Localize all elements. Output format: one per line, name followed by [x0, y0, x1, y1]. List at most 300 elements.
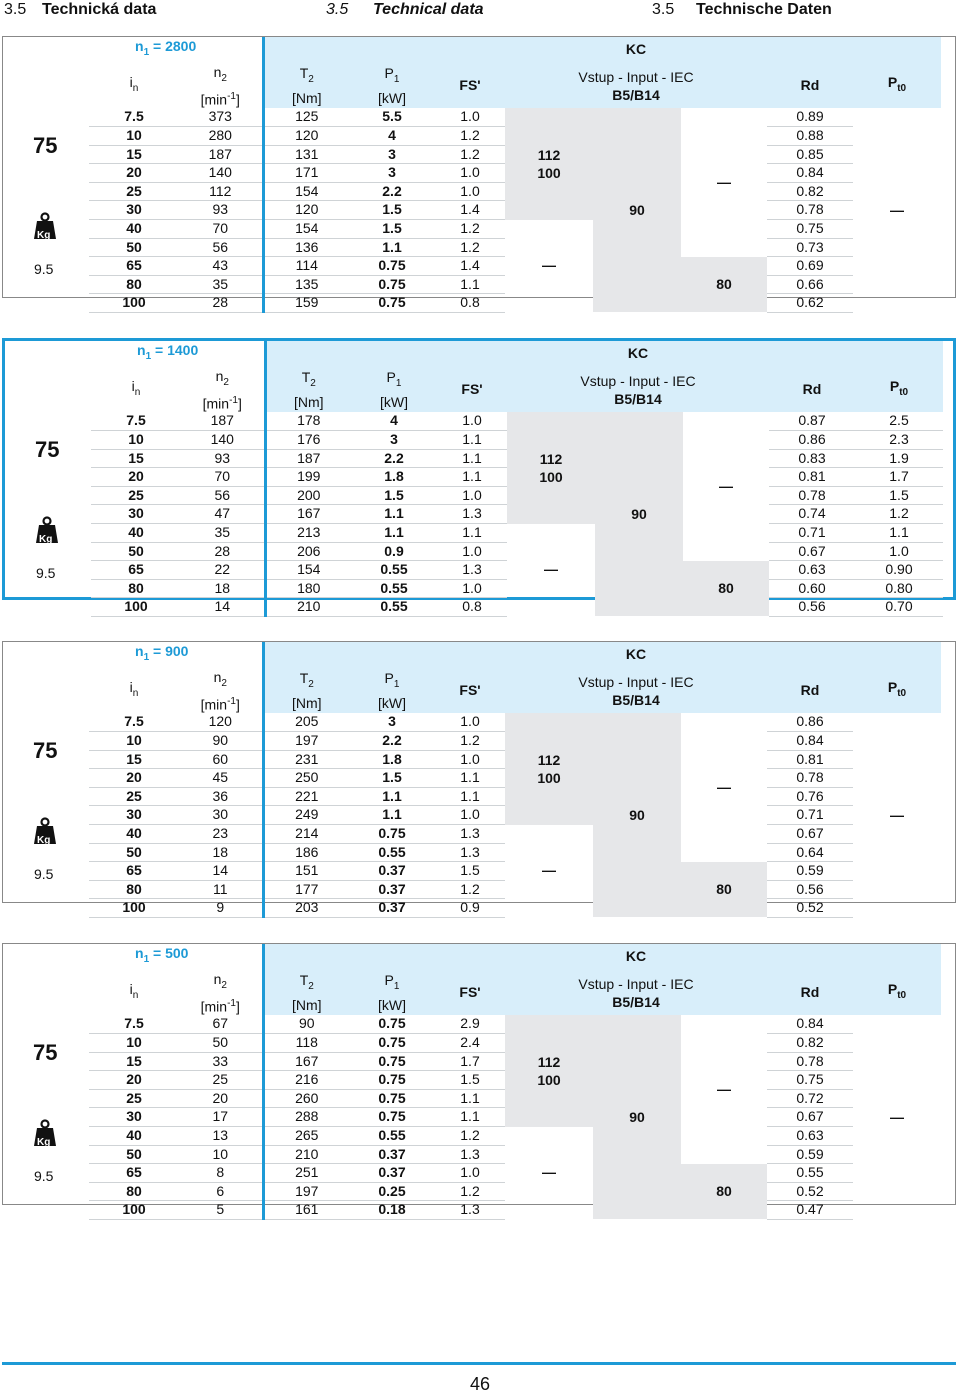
iec-90: 90: [593, 713, 681, 917]
cell-fs: 1.2: [435, 1182, 505, 1201]
cell-rd: 0.83: [769, 449, 855, 468]
cell-n2: 47: [181, 505, 265, 524]
header-num-de: 3.5: [652, 1, 675, 18]
cell-p1: 0.37: [349, 862, 435, 881]
cell-in: 100: [89, 294, 179, 313]
cell-fs: 1.3: [435, 1145, 505, 1164]
cell-rd: 0.85: [767, 145, 853, 164]
cell-p1: 2.2: [351, 449, 437, 468]
cell-in: 100: [89, 899, 179, 918]
cell-p1: 1.1: [349, 806, 435, 825]
col-fs: FS': [435, 63, 505, 108]
header-title-de: Technische Daten: [696, 1, 832, 18]
cell-p1: 0.75: [349, 825, 435, 844]
iec-col3-dash: —: [717, 778, 731, 795]
cell-t2: 249: [263, 806, 349, 825]
speed-section: [2, 36, 956, 311]
cell-rd: 0.86: [769, 431, 855, 450]
cell-in: 15: [89, 750, 179, 769]
speed-section: [2, 641, 956, 916]
col-t2: $T_2$ [Nm]: [263, 668, 349, 713]
cell-t2: 250: [263, 769, 349, 788]
kc-label: KC: [505, 642, 767, 668]
col-rd: Rd: [767, 970, 853, 1015]
cell-n2: 93: [179, 201, 263, 220]
cell-p1: 4: [351, 412, 437, 430]
cell-pt0: 1.5: [855, 486, 943, 505]
cell-p1: 4: [349, 127, 435, 146]
cell-t2: 186: [263, 843, 349, 862]
footer-rule: [2, 1362, 956, 1365]
cell-t2: 136: [263, 238, 349, 257]
cell-t2: 154: [263, 220, 349, 239]
cell-rd: 0.71: [767, 806, 853, 825]
iec-90: 90: [593, 1015, 681, 1219]
gear-weight: 9.5: [34, 261, 54, 277]
cell-n2: 25: [179, 1071, 263, 1090]
cell-n2: 140: [181, 431, 265, 450]
cell-pt0: 1.9: [855, 449, 943, 468]
cell-rd: 0.73: [767, 238, 853, 257]
cell-n2: 11: [179, 880, 263, 899]
iec-90: 90: [593, 108, 681, 312]
col-n2: $n_2$ $[\min^{-1}]$: [200, 971, 240, 1015]
cell-in: 30: [89, 201, 179, 220]
cell-rd: 0.64: [767, 843, 853, 862]
pt0-dash: —: [890, 1108, 904, 1125]
size-column: [5, 341, 91, 597]
cell-in: 25: [91, 486, 181, 505]
col-input: Vstup - Input - IEC B5/B14: [507, 367, 769, 412]
cell-in: 25: [89, 1089, 179, 1108]
col-in: $i_n$: [129, 981, 139, 1001]
cell-p1: 0.75: [349, 1052, 435, 1071]
cell-n2: 9: [179, 899, 263, 918]
cell-p1: 0.75: [349, 275, 435, 294]
cell-pt0: 1.0: [855, 542, 943, 561]
iec-80: 80: [681, 1164, 767, 1220]
cell-p1: 1.1: [349, 787, 435, 806]
cell-n2: 70: [179, 220, 263, 239]
cell-n2: 14: [181, 598, 265, 617]
cell-t2: 214: [263, 825, 349, 844]
cell-t2: 206: [265, 542, 351, 561]
iec-80: 80: [681, 862, 767, 918]
cell-fs: 1.1: [435, 1108, 505, 1127]
cell-pt0: 0.90: [855, 561, 943, 580]
cell-fs: 1.0: [435, 713, 505, 731]
data-table: [89, 944, 941, 1220]
cell-t2: 90: [263, 1015, 349, 1033]
cell-fs: 1.3: [437, 561, 507, 580]
col-t2: $T_2$ [Nm]: [263, 63, 349, 108]
cell-in: 40: [89, 825, 179, 844]
cell-n2: 17: [179, 1108, 263, 1127]
cell-n2: 67: [179, 1015, 263, 1033]
cell-fs: 1.2: [435, 127, 505, 146]
cell-fs: 1.2: [435, 220, 505, 239]
cell-p1: 0.55: [349, 1127, 435, 1146]
col-p1: $P_1$ [kW]: [349, 63, 435, 108]
cell-rd: 0.81: [769, 468, 855, 487]
col-t2: $T_2$ [Nm]: [263, 970, 349, 1015]
cell-rd: 0.52: [767, 1182, 853, 1201]
cell-rd: 0.84: [767, 732, 853, 751]
table-row: [89, 1127, 941, 1146]
cell-in: 40: [89, 1127, 179, 1146]
col-pt0: $P_{t0}$: [855, 367, 943, 412]
data-table: [91, 341, 943, 617]
cell-p1: 0.37: [349, 1145, 435, 1164]
cell-p1: 1.1: [349, 238, 435, 257]
cell-in: 65: [91, 561, 181, 580]
cell-n2: 20: [179, 1089, 263, 1108]
table-row: [89, 108, 941, 126]
cell-t2: 154: [265, 561, 351, 580]
table-row: [89, 220, 941, 239]
cell-t2: 114: [263, 257, 349, 276]
cell-rd: 0.84: [767, 1015, 853, 1033]
cell-pt0: 2.3: [855, 431, 943, 450]
n1-label: $n_1 = 2800$: [135, 38, 197, 59]
cell-t2: 177: [263, 880, 349, 899]
cell-in: 65: [89, 1164, 179, 1183]
cell-n2: 28: [179, 294, 263, 313]
header-title-cz: Technická data: [42, 1, 157, 18]
cell-p1: 0.75: [349, 1034, 435, 1053]
col-fs: FS': [435, 668, 505, 713]
cell-rd: 0.86: [767, 713, 853, 731]
gear-weight: 9.5: [34, 866, 54, 882]
cell-n2: 187: [179, 145, 263, 164]
data-table: [89, 642, 941, 918]
kc-label: KC: [505, 37, 767, 63]
cell-rd: 0.78: [769, 486, 855, 505]
size-column: [3, 642, 89, 902]
cell-t2: 251: [263, 1164, 349, 1183]
col-input: Vstup - Input - IEC B5/B14: [505, 970, 767, 1015]
cell-in: 30: [91, 505, 181, 524]
weight-icon-label: Kg: [37, 835, 51, 846]
cell-in: 25: [89, 787, 179, 806]
cell-rd: 0.66: [767, 275, 853, 294]
cell-n2: 28: [181, 542, 265, 561]
cell-n2: 70: [181, 468, 265, 487]
cell-p1: 1.5: [349, 769, 435, 788]
table-row: [89, 713, 941, 731]
page-header: [0, 0, 960, 24]
iec-80: 80: [683, 561, 769, 617]
col-pt0: $P_{t0}$: [853, 970, 941, 1015]
cell-in: 10: [89, 732, 179, 751]
cell-p1: 0.9: [351, 542, 437, 561]
iec-112-100: 112 100: [507, 412, 595, 523]
cell-p1: 0.75: [349, 1108, 435, 1127]
cell-p1: 3: [351, 431, 437, 450]
cell-in: 30: [89, 1108, 179, 1127]
cell-p1: 1.5: [351, 486, 437, 505]
iec-80: 80: [681, 257, 767, 313]
cell-fs: 0.9: [435, 899, 505, 918]
cell-rd: 0.82: [767, 182, 853, 201]
table-row: [89, 825, 941, 844]
cell-fs: 1.0: [435, 1164, 505, 1183]
table-row: [91, 412, 943, 430]
cell-t2: 187: [265, 449, 351, 468]
weight-icon-label: Kg: [37, 230, 51, 241]
cell-in: 10: [89, 1034, 179, 1053]
cell-pt0: 1.1: [855, 524, 943, 543]
cell-fs: 1.0: [435, 164, 505, 183]
table-row: [89, 1015, 941, 1033]
cell-rd: 0.78: [767, 769, 853, 788]
pt0-dash: —: [890, 201, 904, 218]
cell-p1: 0.55: [351, 561, 437, 580]
cell-p1: 3: [349, 164, 435, 183]
gear-size: 75: [35, 437, 60, 462]
col-input: Vstup - Input - IEC B5/B14: [505, 668, 767, 713]
cell-p1: 1.5: [349, 220, 435, 239]
cell-pt0: 1.2: [855, 505, 943, 524]
cell-n2: 10: [179, 1145, 263, 1164]
cell-fs: 1.7: [435, 1052, 505, 1071]
cell-rd: 0.88: [767, 127, 853, 146]
cell-n2: 30: [179, 806, 263, 825]
cell-n2: 112: [179, 182, 263, 201]
cell-fs: 1.2: [435, 732, 505, 751]
cell-fs: 1.1: [435, 1089, 505, 1108]
cell-pt0: 1.7: [855, 468, 943, 487]
n1-label: $n_1 = 1400$: [137, 342, 199, 363]
cell-t2: 260: [263, 1089, 349, 1108]
cell-rd: 0.52: [767, 899, 853, 918]
cell-n2: 187: [181, 412, 265, 430]
col-pt0: $P_{t0}$: [853, 668, 941, 713]
col-n2: $n_2$ $[\min^{-1}]$: [200, 64, 240, 108]
cell-fs: 1.2: [435, 238, 505, 257]
cell-rd: 0.78: [767, 1052, 853, 1071]
iec-col1-dash: —: [542, 1164, 556, 1181]
cell-t2: 135: [263, 275, 349, 294]
cell-in: 40: [89, 220, 179, 239]
cell-rd: 0.62: [767, 294, 853, 313]
cell-pt0: 0.80: [855, 579, 943, 598]
gear-size: 75: [33, 133, 58, 158]
cell-rd: 0.71: [769, 524, 855, 543]
cell-t2: 210: [263, 1145, 349, 1164]
cell-rd: 0.81: [767, 750, 853, 769]
cell-in: 65: [89, 257, 179, 276]
column-header-row: [89, 668, 941, 713]
cell-n2: 120: [179, 713, 263, 731]
cell-p1: 0.75: [349, 294, 435, 313]
cell-fs: 1.1: [437, 468, 507, 487]
cell-rd: 0.56: [767, 880, 853, 899]
cell-pt0: 2.5: [855, 412, 943, 430]
cell-n2: 373: [179, 108, 263, 126]
cell-p1: 0.37: [349, 880, 435, 899]
cell-rd: 0.47: [767, 1201, 853, 1220]
col-p1: $P_1$ [kW]: [349, 970, 435, 1015]
cell-in: 50: [89, 1145, 179, 1164]
cell-t2: 231: [263, 750, 349, 769]
cell-t2: 154: [263, 182, 349, 201]
cell-fs: 1.5: [435, 1071, 505, 1090]
cell-n2: 43: [179, 257, 263, 276]
cell-fs: 1.0: [435, 750, 505, 769]
cell-n2: 14: [179, 862, 263, 881]
cell-fs: 1.3: [435, 825, 505, 844]
iec-112-100: 112 100: [505, 713, 593, 824]
cell-in: 20: [91, 468, 181, 487]
cell-t2: 203: [263, 899, 349, 918]
cell-rd: 0.84: [767, 164, 853, 183]
cell-p1: 5.5: [349, 108, 435, 126]
cell-t2: 221: [263, 787, 349, 806]
cell-fs: 1.0: [435, 108, 505, 126]
cell-fs: 1.1: [437, 524, 507, 543]
cell-fs: 2.4: [435, 1034, 505, 1053]
cell-t2: 205: [263, 713, 349, 731]
cell-t2: 151: [263, 862, 349, 881]
cell-t2: 210: [265, 598, 351, 617]
cell-t2: 161: [263, 1201, 349, 1220]
speed-section: [2, 943, 956, 1218]
cell-n2: 18: [179, 843, 263, 862]
cell-n2: 45: [179, 769, 263, 788]
col-rd: Rd: [767, 63, 853, 108]
n1-label: $n_1 = 900$: [135, 643, 189, 664]
cell-t2: 131: [263, 145, 349, 164]
cell-p1: 1.8: [351, 468, 437, 487]
table-header-row: [91, 341, 943, 367]
cell-n2: 60: [179, 750, 263, 769]
cell-p1: 0.18: [349, 1201, 435, 1220]
cell-n2: 18: [181, 579, 265, 598]
cell-fs: 1.0: [437, 412, 507, 430]
gear-size: 75: [33, 1040, 58, 1065]
col-rd: Rd: [769, 367, 855, 412]
cell-t2: 171: [263, 164, 349, 183]
cell-in: 15: [91, 449, 181, 468]
cell-n2: 280: [179, 127, 263, 146]
header-num-en: 3.5: [326, 1, 349, 18]
cell-rd: 0.82: [767, 1034, 853, 1053]
cell-t2: 167: [263, 1052, 349, 1071]
cell-n2: 22: [181, 561, 265, 580]
cell-rd: 0.89: [767, 108, 853, 126]
cell-rd: 0.69: [767, 257, 853, 276]
cell-in: 65: [89, 862, 179, 881]
cell-n2: 23: [179, 825, 263, 844]
data-table: [89, 37, 941, 313]
cell-pt0: 0.70: [855, 598, 943, 617]
cell-fs: 1.1: [435, 275, 505, 294]
cell-in: 10: [89, 127, 179, 146]
cell-fs: 1.1: [437, 431, 507, 450]
col-n2: $n_2$ $[\min^{-1}]$: [202, 368, 242, 412]
cell-rd: 0.67: [767, 1108, 853, 1127]
cell-p1: 0.75: [349, 1089, 435, 1108]
cell-in: 7.5: [89, 713, 179, 731]
cell-n2: 6: [179, 1182, 263, 1201]
cell-in: 50: [91, 542, 181, 561]
cell-fs: 1.0: [435, 806, 505, 825]
cell-p1: 1.5: [349, 201, 435, 220]
cell-n2: 93: [181, 449, 265, 468]
cell-fs: 0.8: [435, 294, 505, 313]
cell-rd: 0.72: [767, 1089, 853, 1108]
column-header-row: [89, 63, 941, 108]
iec-col3-dash: —: [719, 477, 733, 494]
cell-p1: 0.55: [349, 843, 435, 862]
cell-p1: 0.37: [349, 1164, 435, 1183]
iec-col3-dash: —: [717, 1080, 731, 1097]
cell-n2: 140: [179, 164, 263, 183]
cell-in: 15: [89, 1052, 179, 1071]
kc-label: KC: [507, 341, 769, 367]
speed-section: [2, 338, 956, 615]
cell-fs: 1.1: [435, 769, 505, 788]
cell-t2: 118: [263, 1034, 349, 1053]
cell-t2: 180: [265, 579, 351, 598]
cell-in: 80: [89, 880, 179, 899]
cell-t2: 265: [263, 1127, 349, 1146]
cell-t2: 125: [263, 108, 349, 126]
table-header-row: [89, 642, 941, 668]
cell-in: 7.5: [91, 412, 181, 430]
cell-fs: 1.3: [435, 1201, 505, 1220]
cell-fs: 1.0: [437, 542, 507, 561]
cell-rd: 0.55: [767, 1164, 853, 1183]
cell-n2: 33: [179, 1052, 263, 1071]
cell-rd: 0.78: [767, 201, 853, 220]
cell-in: 10: [91, 431, 181, 450]
cell-t2: 120: [263, 127, 349, 146]
cell-fs: 1.4: [435, 201, 505, 220]
cell-n2: 36: [179, 787, 263, 806]
cell-p1: 1.1: [351, 505, 437, 524]
cell-p1: 2.2: [349, 732, 435, 751]
cell-p1: 1.1: [351, 524, 437, 543]
cell-fs: 1.2: [435, 1127, 505, 1146]
cell-n2: 35: [181, 524, 265, 543]
cell-t2: 288: [263, 1108, 349, 1127]
cell-fs: 1.2: [435, 145, 505, 164]
cell-fs: 1.0: [437, 486, 507, 505]
cell-t2: 176: [265, 431, 351, 450]
cell-fs: 1.1: [435, 787, 505, 806]
column-header-row: [91, 367, 943, 412]
col-t2: $T_2$ [Nm]: [265, 367, 351, 412]
cell-p1: 0.75: [349, 1071, 435, 1090]
cell-n2: 35: [179, 275, 263, 294]
gear-size: 75: [33, 738, 58, 763]
iec-90: 90: [595, 412, 683, 616]
gear-weight: 9.5: [34, 1168, 54, 1184]
cell-t2: 216: [263, 1071, 349, 1090]
n1-label: $n_1 = 500$: [135, 945, 189, 966]
cell-in: 100: [89, 1201, 179, 1220]
pt0-dash: —: [890, 806, 904, 823]
col-fs: FS': [437, 367, 507, 412]
cell-t2: 167: [265, 505, 351, 524]
gear-weight: 9.5: [36, 565, 56, 581]
cell-rd: 0.67: [767, 825, 853, 844]
cell-fs: 1.5: [435, 862, 505, 881]
cell-n2: 56: [181, 486, 265, 505]
cell-p1: 2.2: [349, 182, 435, 201]
